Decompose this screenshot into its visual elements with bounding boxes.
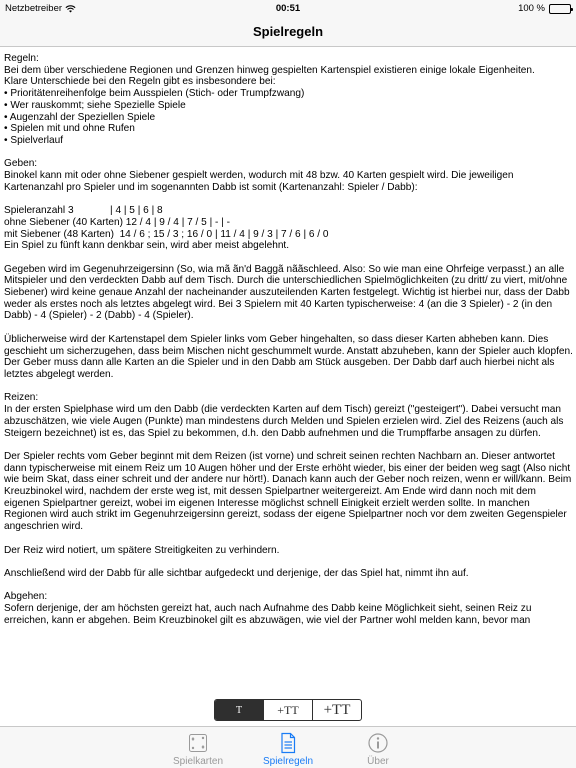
page-title: Spielregeln xyxy=(252,24,324,39)
battery-group xyxy=(518,3,571,14)
info-icon xyxy=(366,732,390,754)
font-size-large-button[interactable]: +TT xyxy=(312,700,361,720)
font-size-small-button[interactable]: T xyxy=(215,700,263,720)
font-size-control xyxy=(214,699,362,721)
navigation-bar xyxy=(0,18,576,47)
rules-text[interactable]: Regeln: Bei dem über verschiedene Regionen und Grenzen hinweg gespielten Kartenspiel existieren einige lokale Eigenheiten. Klare Unterschiede bei den Regeln gibt es insbesondere bei: • Prioritätenreihenfolge beim Ausspielen (Stich- oder Trumpfzwang) • Wer rauskommt; siehe Spezielle Spiele • Augenzahl der Speziellen Spiele • Spielen mit und ohne Rufen • Spielverlauf Geben: Binokel kann mit oder ohne Siebener gespielt werden, wodurch mit 48 bzw. 40 Karten gespielt wird. Die jeweiligen Kartenanzahl pro Spieler und im sogenannten Dabb ist somit (Kartenanzahl: Spieler / Dabb): Spieleranzahl 3 | 4 | 5 | 6 | 8 ohne Siebener (40 Karten) 12 / 4 | 9 / 4 | 7 / 5 | - | - mit Siebener (48 Karten) 14 / 6 ; 15 / 3 ; 16 / 0 | 11 / 4 | 9 / 3 | 7 / 6 | 6 / 0 Ein Spiel zu fünft kann denkbar sein, wird aber meist abgelehnt. Gegeben wird im Gegenuhrzeigersinn (So, wia mã ãn'd Baggã nããschleed. Also: So wie man eine Ohrfeige verpasst.) an alle Mitspieler und den verdeckten Dabb auf dem Tisch. Durch die unterschiedlichen Spielmöglichkeiten (zu dritt/ zu viert, mit/ohne Siebener) wird keine genaue Anzahl der nacheinander auszuteilenden Karten festgelegt. Wichtig ist hierbei nur, dass der Dabb weder als erstes noch als letztes abgelegt wird. Bei 3 Spielern mit 40 Karten typischerweise: 4 (an die 3 Spieler) - 2 (in den Dabb) - 4 (Spieler) - 2 (Dabb) - 4 (Spieler). Üblicherweise wird der Kartenstapel dem Spieler links vom Geber hingehalten, so dass dieser Karten abheben kann. Dies geschieht um sicherzugehen, dass beim Mischen nicht geschummelt wurde. Anstatt abzuheben, kann der Spieler auch klopfen. Der Geber muss dann alle Karten an die Spieler und in den Dabb am Stück ausgeben. Der Dabb darf auch hierbei nicht als letztes abgelegt werden. Reizen: In der ersten Spielphase wird um den Dabb (die verdeckten Karten auf dem Tisch) gereizt ("gesteigert"). Dabei versucht man abzuschätzen, wie viele Augen (Punkte) man mindestens durch Melden und Spielen erzielen wird. Ziel des Reizens (auch als Steigern bezeichnet) ist es, das Spiel zu bekommen, d.h. den Dabb aufnehmen und die Trumpffarbe ansagen zu dürfen. Der Spieler rechts vom Geber beginnt mit dem Reizen (ist vorne) und schreit seinen rechten Nachbarn an. Dieser antwortet dann typischerweise mit einem Reiz um 10 Augen höher und der Erste erhöht wieder, bis einer der beiden weg sagt (Also nicht wie beim Skat, dass einer schreit und der andere nur hört!). Danach kann auch der Geber noch reizen, wenn er will/kann. Beim Kreuzbinokel wird, nachdem der erste weg ist, mit dessen Spielpartner weitergereizt. Am Ende wird dann noch mit dem eigenen Spielpartner gereizt, wobei im eigenen Interesse möglichst schnell Einigkeit erzielt werden sollte. In manchen Regionen wird auch strikt im Gegenuhrzeigersinn gereizt, sodass der eigene Spielpartner noch vor dem zweiten Gegenspieler angeschrien wird. Der Reiz wird notiert, um spätere Streitigkeiten zu verhindern. Anschließend wird der Dabb für alle sichtbar aufgedeckt und derjenige, der das Spiel hat, nimmt ihn auf. Abgehen: Sofern derjenige, der am höchsten gereizt hat, auch nach Aufnahme des Dabb keine Möglichkeit sieht, seinen Reiz zu erreichen, kann er abgehen. Beim Kreuzbinokel gilt es abzuwägen, wie viel der Partner wohl melden kann, bevor man xyxy=(4,53,573,626)
cards-icon xyxy=(186,732,210,754)
battery-icon xyxy=(549,4,571,14)
tab-spielkarten[interactable] xyxy=(153,727,243,768)
tab-label: Spielregeln xyxy=(262,756,314,767)
tab-ueber[interactable] xyxy=(333,727,423,768)
tab-label: Spielkarten xyxy=(172,756,224,767)
font-size-medium-button[interactable]: +TT xyxy=(263,700,312,720)
clock: 00:51 xyxy=(275,3,301,14)
document-icon xyxy=(276,732,300,754)
battery-percentage: 100 % xyxy=(518,3,545,14)
tab-label: Über xyxy=(367,756,389,767)
tab-bar xyxy=(0,726,576,768)
carrier-name: Netzbetreiber xyxy=(5,3,63,14)
status-bar xyxy=(0,0,576,18)
tab-spielregeln[interactable] xyxy=(243,727,333,768)
